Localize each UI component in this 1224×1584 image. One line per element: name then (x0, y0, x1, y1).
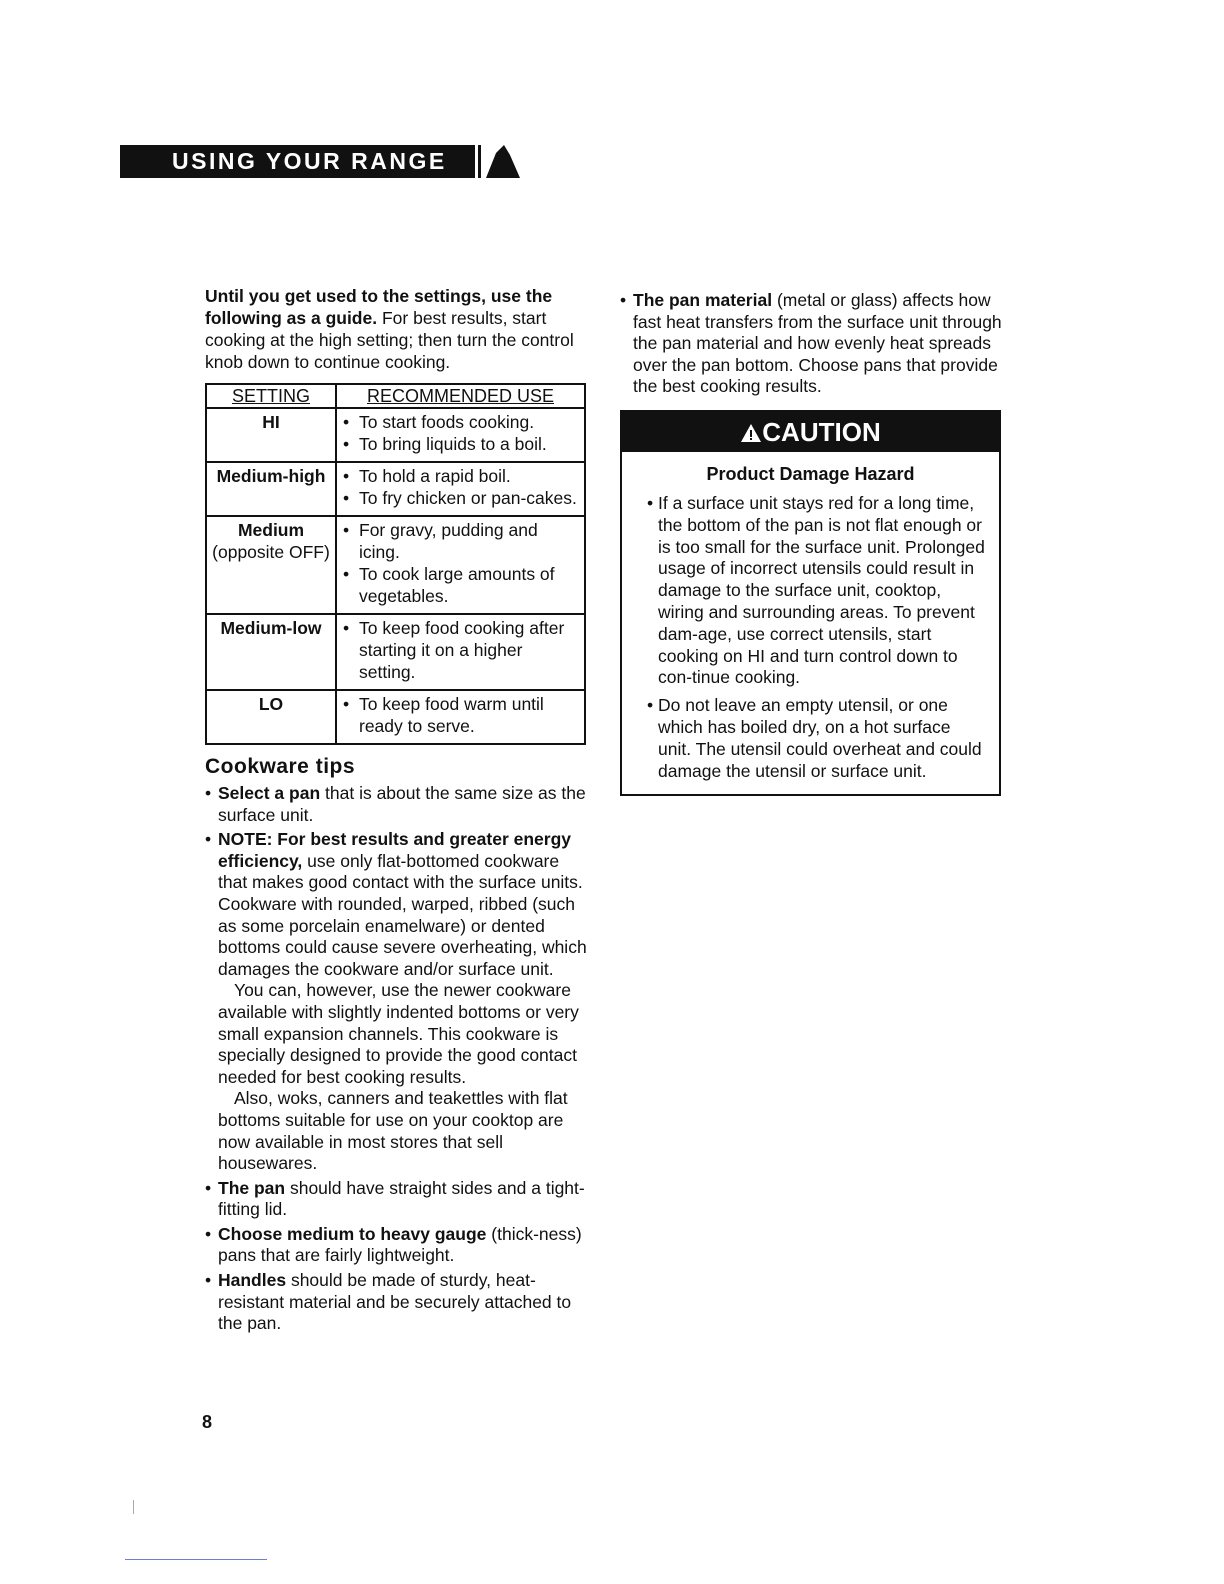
caution-heading: CAUTION (762, 416, 881, 447)
scan-mark (133, 1500, 134, 1514)
intro-bold: Until you get used to the settings, use the following as a guide. (205, 286, 553, 328)
caution-header (622, 412, 999, 452)
table-row (206, 690, 585, 744)
table-row (206, 516, 585, 614)
cookware-tips-heading: Cookware tips (205, 755, 356, 778)
use-cell (336, 614, 585, 690)
left-column (205, 285, 590, 1338)
settings-table (205, 383, 586, 745)
caution-box (620, 410, 1001, 796)
tip-bold: NOTE: For best results and greater energy efficiency, (218, 829, 572, 871)
tip-item (205, 1178, 590, 1221)
footer-rule (125, 1559, 267, 1560)
use-cell (336, 408, 585, 462)
setting-label: HI (262, 412, 280, 432)
tip-item (205, 783, 590, 826)
use-item: • For gravy, pudding and icing. (341, 519, 580, 563)
col-use-header: RECOMMENDED USE (336, 384, 585, 408)
setting-cell (206, 614, 336, 690)
table-header-row (206, 384, 585, 408)
tip-bold: Select a pan (218, 783, 321, 803)
setting-label: Medium (237, 520, 305, 540)
col-setting-header: SETTING (206, 384, 336, 408)
pan-material-bold: The pan material (633, 290, 773, 310)
tip-text: (thick-ness) pans that are fairly lightweight. (218, 1223, 582, 1266)
tip-bold: Choose medium to heavy gauge (218, 1223, 487, 1244)
page-number: 8 (202, 1412, 213, 1432)
tip-item (205, 1224, 590, 1267)
tip-bold: The pan (218, 1177, 286, 1198)
pan-material-text: affects how fast heat transfers from the surface unit through the pan material and how evenly heat spreads over the pan bottom. Choose pans that provide the best cooking results. (633, 290, 1002, 397)
tip-text: should have straight sides and a tight-fitting lid. (218, 1177, 585, 1220)
tip-item (205, 829, 590, 1175)
pan-material-item (620, 290, 1005, 398)
setting-label: Medium-low (220, 618, 322, 638)
warning-triangle-icon (740, 423, 762, 443)
tip-paragraph: Also, woks, canners and teakettles with flat bottoms suitable for use on your cooktop are now available in most stores that sell housewares. (218, 1088, 568, 1174)
banner-tab-icon (478, 145, 530, 178)
tip-item (205, 1270, 590, 1335)
setting-cell (206, 462, 336, 516)
intro-text: For best results, start cooking at the high setting; then turn the control knob down to continue cooking. (205, 308, 574, 372)
tip-text: use only flat-bottomed cookware that makes good contact with the surface units. Cookware with rounded, warped, ribbed (such as some porcelain enamelware) or dented bottoms could cause severe overheating, which damages the cookware and/or surface unit. (218, 850, 587, 979)
use-item: • To cook large amounts of vegetables. (341, 563, 580, 607)
tip-text: should be made of sturdy, heat-resistant material and be securely attached to the pan. (218, 1270, 572, 1334)
use-item: • To keep food cooking after starting it on a higher setting. (341, 617, 580, 683)
use-item: • To start foods cooking. (341, 411, 580, 433)
use-cell (336, 516, 585, 614)
setting-cell (206, 408, 336, 462)
setting-label: LO (258, 694, 284, 714)
use-cell (336, 690, 585, 744)
tip-text: that is about the same size as the surface unit. (218, 783, 586, 825)
use-item: • To hold a rapid boil. (341, 465, 580, 487)
caution-title: Product Damage Hazard (706, 463, 915, 484)
setting-sublabel: (opposite OFF) (212, 542, 330, 562)
pan-material-paren: (metal or glass) (776, 290, 898, 310)
use-item: • To bring liquids to a boil. (341, 433, 580, 455)
setting-label: Medium-high (216, 466, 326, 486)
table-row (206, 408, 585, 462)
table-row (206, 614, 585, 690)
caution-item: • If a surface unit stays red for a long time, the bottom of the pan is not flat enough or is too small for the surface unit. Prolonged usage of incorrect utensils could result in damage to the surface unit, cooktop, wiring and surrounding areas. To prevent dam-age, use correct utensils, start cooking on HI and turn control down to con-tinue cooking. (622, 493, 999, 689)
table-row (206, 462, 585, 516)
use-cell (336, 462, 585, 516)
use-item: • To fry chicken or pan-cakes. (341, 487, 580, 509)
setting-cell (206, 516, 336, 614)
section-banner: USING YOUR RANGE (120, 145, 475, 178)
intro-paragraph (205, 285, 590, 373)
right-column (620, 290, 1005, 796)
use-item: • To keep food warm until ready to serve. (341, 693, 580, 737)
tip-paragraph: You can, however, use the newer cookware available with slightly indented bottoms or very small expansion channels. This cookware is specially designed to provide the good contact needed for best cooking results. (218, 980, 579, 1087)
tip-bold: Handles (218, 1270, 287, 1291)
caution-item: • Do not leave an empty utensil, or one which has boiled dry, on a hot surface unit. The utensil could overheat and could damage the utensil or surface unit. (622, 695, 999, 782)
setting-cell (206, 690, 336, 744)
